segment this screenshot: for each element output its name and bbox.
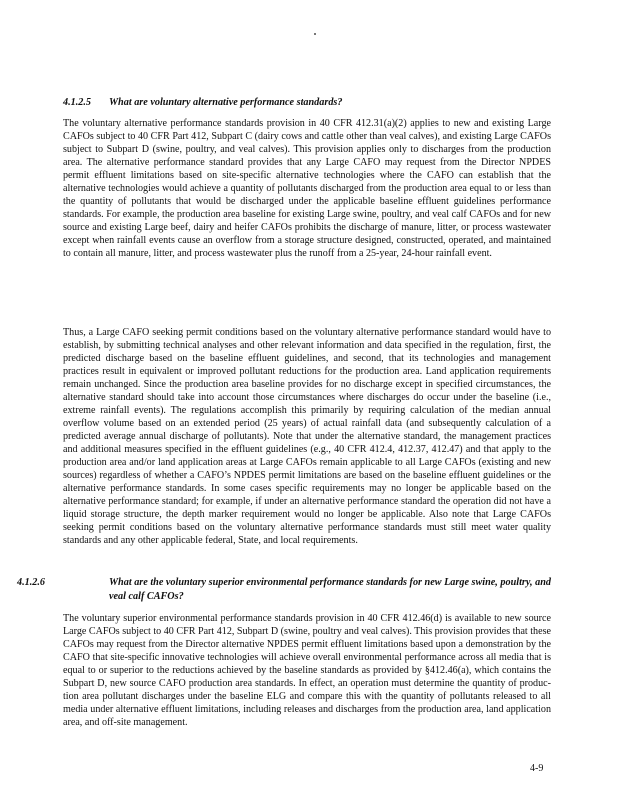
paragraph-alternative-standards-detail: Thus, a Large CAFO seeking permit conditions based on the voluntary alternative performance standard would have to establish, by submitting technical analyses and other relevant information and data specified in the regulation, first, the predicted discharge based on the baseline effluent guidelines, and second, that its technologies and management practices result in equivalent or improved pollutant reductions for the production area. Land application requirements remain unchanged. Since the production area baseline provides for no discharge except in specified circumstances, the alternative standard should take into account those circumstances where discharges do occur under the baseline (i.e., extreme rainfall events). The regulations accomplish this primarily by requiring calculation of the median annual overflow volume based on an extended period (25 years) of actual rainfall data (and subsequently calculation of a predicted average annual discharge of pollutants). Note that under the alternative standard, the management practices and additional measures specified in the effluent guidelines (e.g., 40 CFR 412.4, 412.37, 412.47) and that apply to the production area and/or land application areas at Large CAFOs remain applicable to all Large CAFOs (existing and new sources) regardless of whether a CAFO’s NPDES permit limitations are based on the baseline effluent guidelines or the alternative performance standards. In some cases specific requirements may no longer be applicable based on the alternative performance standard; for example, if under an alternative performance standard the operation did not have a liquid storage structure, the depth marker requirement would no longer be applicable. Also note that Large CAFOs seeking permit conditions based on the voluntary alternative performance standards must still meet water quality standards and any other applicable federal, State, and local requirements. [63, 327, 551, 546]
document-page [17, 0, 551, 800]
paragraph-superior-standards: The voluntary superior environmental performance standards provision in 40 CFR 412.46(d) is available to new source Large CAFOs subject to 40 CFR Part 412, Subpart D (swine, poultry and veal calves). This provision provides that these CAFOs may request from the Director alternative NPDES permit effluent limitations based upon a demonstration by the CAFO that site-specific innovative technologies will achieve overall environmental performance across all media that is equal to or superior to the reductions achieved by the baseline standards as provided by §412.46(a), which contains the Subpart D, new source CAFO production area standards. In effect, an operation must determine the quantity of production area pollutant discharges under the baseline ELG and compare this with the quantity of pollutants released to all media under alternative effluent limitations, including releases and discharges from the production area, land application area, and off-site management. [63, 613, 551, 728]
page-number: 4-9 [530, 763, 544, 774]
paragraph-alternative-standards-intro: The voluntary alternative performance standards provision in 40 CFR 412.31(a)(2) applies to new and existing Large CAFOs subject to 40 CFR Part 412, Subpart C (dairy cows and cattle other than veal calves), and existing Large CAFOs subject to Subpart D (swine, poultry, and veal calves). This provision applies only to discharges from the production area. The alternative performance standard provides that any Large CAFO may request from the Director NPDES permit effluent limitations based on site-specific alternative technologies where the CAFO can establish that the alternative technologies would achieve a quantity of pollutants discharged from the production area equal to or less than the quantity of pollutants that would be discharged under the applicable baseline effluent guidelines performance standards. For example, the production area baseline for existing Large swine, poultry, and veal calf CAFOs and for new source and existing Large beef, dairy and heifer CAFOs prohibits the discharge of manure, litter, or process wastewater except when rainfall events cause an overflow from a storage structure designed, constructed, operated, and maintained to contain all manure, litter, and process wastewater plus the runoff from a 25-year, 24-hour rainfall event. [63, 118, 551, 259]
section-number: 4.1.2.6 [17, 577, 46, 588]
section-title: What are voluntary alternative performance standards? [109, 97, 343, 108]
section-heading-4-1-2-6 [17, 576, 551, 603]
section-title: What are the voluntary superior environmental performance standards for new Large swine, poultry, and veal calf CAFOs? [109, 577, 551, 602]
section-heading-4-1-2-5 [63, 96, 551, 110]
section-number: 4.1.2.5 [63, 97, 92, 108]
scan-speck [314, 33, 316, 35]
